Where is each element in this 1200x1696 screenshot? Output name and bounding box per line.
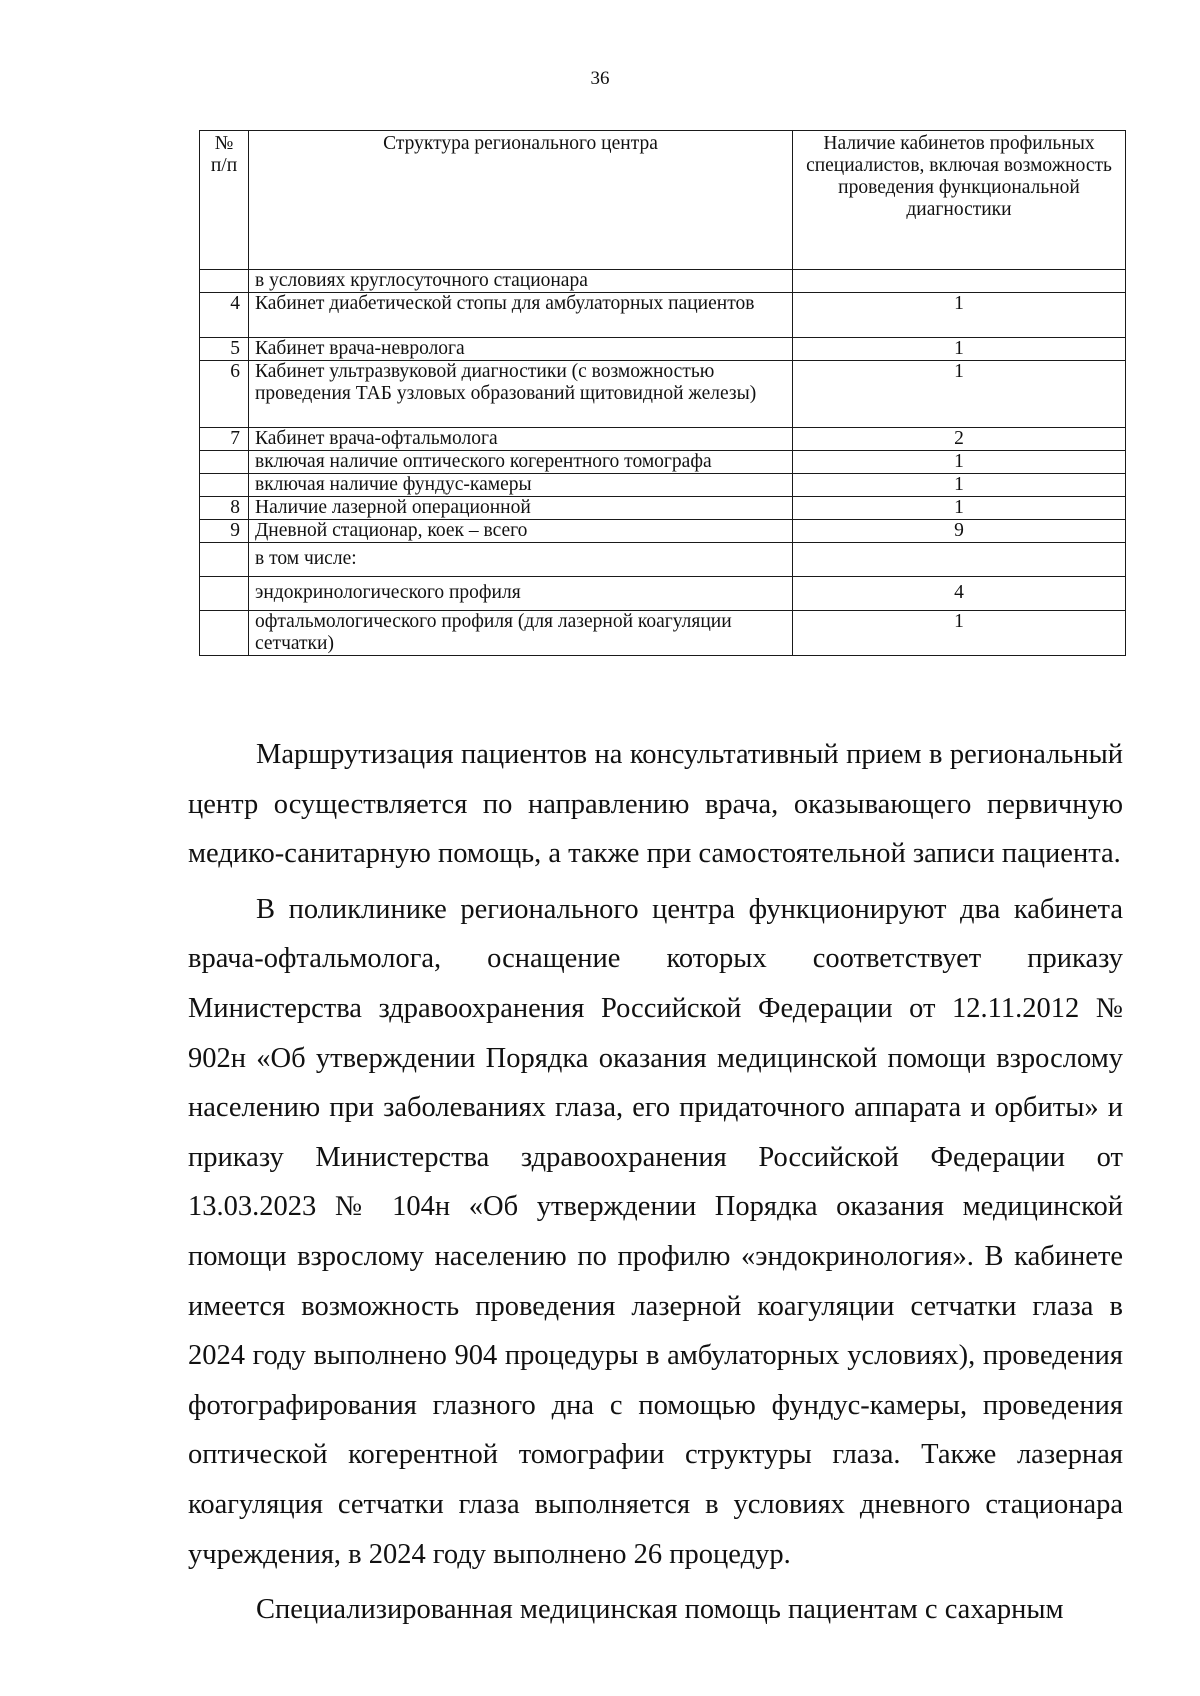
- header-structure: Структура регионального центра: [249, 131, 793, 270]
- row-number: 7: [200, 428, 249, 451]
- row-number: [200, 451, 249, 474]
- row-count: [793, 543, 1126, 577]
- paragraph: Специализированная медицинская помощь пациентам с сахарным: [256, 1594, 1064, 1626]
- table-row: [200, 338, 1126, 361]
- table-row: [200, 520, 1126, 543]
- row-number: [200, 577, 249, 611]
- row-structure: включая наличие фундус-камеры: [249, 474, 793, 497]
- row-structure: Наличие лазерной операционной: [249, 497, 793, 520]
- table-row: [200, 451, 1126, 474]
- row-structure: эндокринологического профиля: [249, 577, 793, 611]
- row-structure: офтальмологического профиля (для лазерной коагуляции сетчатки): [249, 611, 793, 656]
- row-count: 2: [793, 428, 1126, 451]
- row-number: [200, 611, 249, 656]
- row-count: 4: [793, 577, 1126, 611]
- row-count: 1: [793, 451, 1126, 474]
- row-structure: включая наличие оптического когерентного томографа: [249, 451, 793, 474]
- row-count: 1: [793, 497, 1126, 520]
- row-structure: Кабинет врача-невролога: [249, 338, 793, 361]
- paragraph: Маршрутизация пациентов на консультативный прием в региональный центр осуществляется по направлению врача, оказывающего первичную медико-санитарную помощь, а также при самостоятельной записи пациента.: [188, 739, 1123, 870]
- row-structure: Кабинет диабетической стопы для амбулаторных пациентов: [249, 293, 793, 338]
- table-row: [200, 428, 1126, 451]
- row-count: 1: [793, 293, 1126, 338]
- row-number: 5: [200, 338, 249, 361]
- row-count: 9: [793, 520, 1126, 543]
- table-row: [200, 270, 1126, 293]
- header-number: № п/п: [200, 131, 249, 270]
- regional-center-structure-table: [199, 130, 1126, 656]
- row-number: [200, 474, 249, 497]
- row-count: 1: [793, 338, 1126, 361]
- table-row: [200, 293, 1126, 338]
- row-count: 1: [793, 361, 1126, 428]
- row-structure: в том числе:: [249, 543, 793, 577]
- page-number: 36: [590, 68, 610, 89]
- row-structure: Кабинет ультразвуковой диагностики (с возможностью проведения ТАБ узловых образований щитовидной железы): [249, 361, 793, 428]
- table-row: [200, 474, 1126, 497]
- table-row: [200, 577, 1126, 611]
- table-row: [200, 611, 1126, 656]
- row-number: 9: [200, 520, 249, 543]
- row-count: 1: [793, 611, 1126, 656]
- paragraph: В поликлинике регионального центра функционируют два кабинета врача-офтальмолога, оснащение которых соответствует приказу Министерства здравоохранения Российской Федерации от 12.11.2012 № 902н «Об утверждении Порядка оказания медицинской помощи взрослому населению при заболеваниях глаза, его придаточного аппарата и орбиты» и приказу Министерства здравоохранения Российской Федерации от 13.03.2023 № 104н «Об утверждении Порядка оказания медицинской помощи взрослому населению по профилю «эндокринология». В кабинете имеется возможность проведения лазерной коагуляции сетчатки глаза в 2024 году выполнено 904 процедуры в амбулаторных условиях), проведения фотографирования глазного дна с помощью фундус-камеры, проведения оптической когерентной томографии структуры глаза. Также лазерная коагуляция сетчатки глаза выполняется в условиях дневного стационара учреждения, в 2024 году выполнено 26 процедур.: [188, 893, 1123, 1570]
- header-count: Наличие кабинетов профильных специалистов, включая возможность проведения функциональной диагностики: [793, 131, 1126, 270]
- row-structure: Кабинет врача-офтальмолога: [249, 428, 793, 451]
- row-count: 1: [793, 474, 1126, 497]
- table-header-row: [200, 131, 1126, 270]
- table-row: [200, 497, 1126, 520]
- row-number: 8: [200, 497, 249, 520]
- row-number: 4: [200, 293, 249, 338]
- row-number: [200, 270, 249, 293]
- row-count: [793, 270, 1126, 293]
- table-row: [200, 543, 1126, 577]
- row-number: [200, 543, 249, 577]
- row-structure: Дневной стационар, коек – всего: [249, 520, 793, 543]
- row-number: 6: [200, 361, 249, 428]
- table-row: [200, 361, 1126, 428]
- row-structure: в условиях круглосуточного стационара: [249, 270, 793, 293]
- body-text: [188, 730, 1123, 1635]
